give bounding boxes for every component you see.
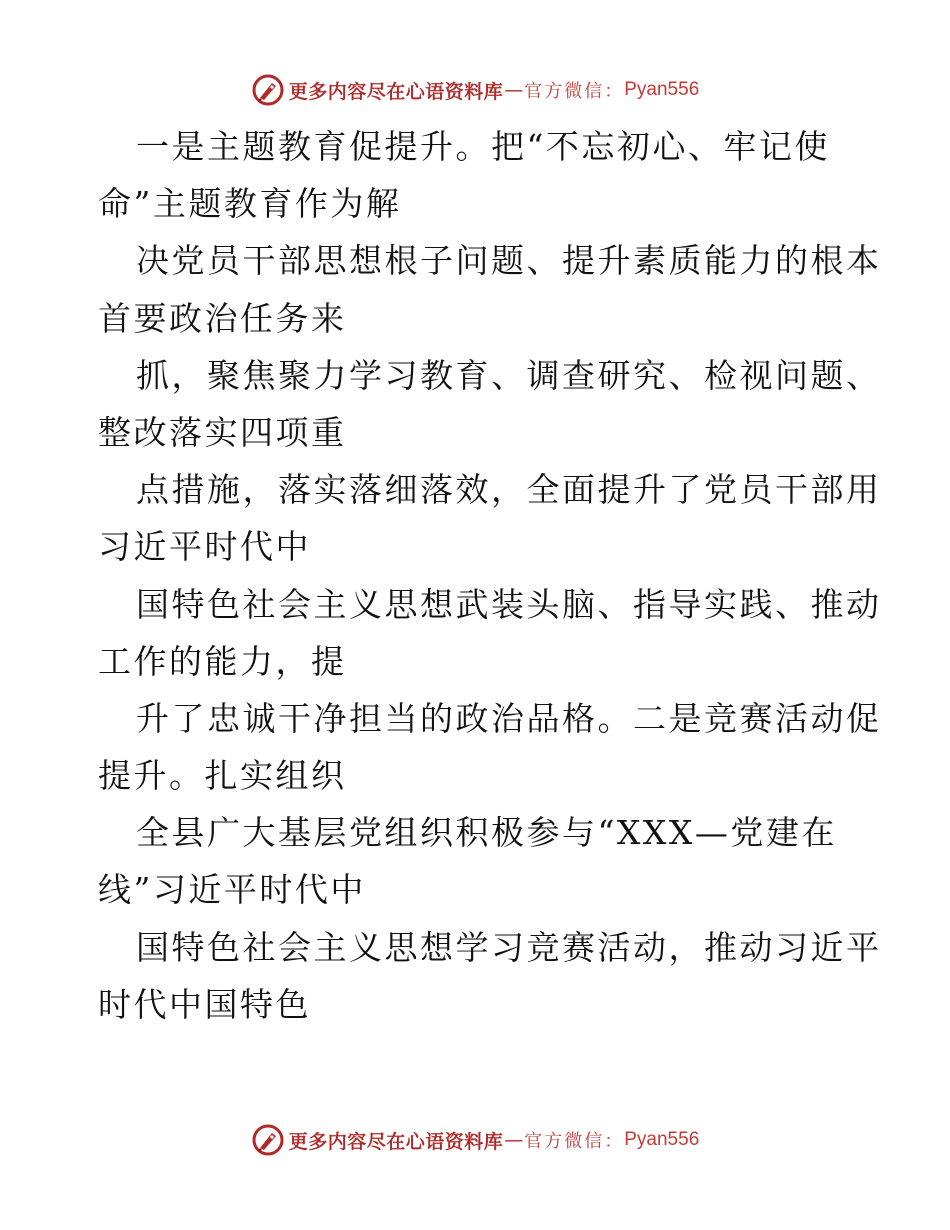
banner-dash: — (504, 1129, 524, 1151)
pen-nib-logo-icon (251, 73, 285, 107)
banner-wechat-id: Pyan556 (624, 1129, 700, 1150)
text-line: 线”习近平时代中 (98, 870, 366, 910)
text-line: 抓，聚焦聚力学习教育、调查研究、检视问题、 (136, 355, 882, 395)
text-line: 全县广大基层党组织积极参与“XXX—党建在 (136, 813, 837, 853)
banner-text: 更多内容尽在心语资料库 (288, 1130, 504, 1153)
banner-text: 更多内容尽在心语资料库 (288, 80, 504, 103)
text-line: 时代中国特色 (98, 984, 311, 1024)
text-line: 一是主题教育促提升。把“不忘初心、牢记使 (136, 127, 830, 166)
banner-wechat-label: 官方微信： (524, 81, 625, 102)
text-line: 整改落实四项重 (98, 412, 347, 452)
pen-nib-logo-icon (251, 1123, 285, 1157)
header-banner (0, 70, 950, 110)
footer-banner (0, 1120, 950, 1160)
document-body (98, 118, 882, 1033)
text-line: 国特色社会主义思想武装头脑、指导实践、推动 (136, 584, 882, 624)
text-line: 习近平时代中 (98, 527, 311, 567)
text-line: 首要政治任务来 (98, 298, 347, 338)
text-line: 点措施，落实落细落效，全面提升了党员干部用 (136, 470, 882, 510)
banner-dash: — (504, 79, 524, 101)
text-line: 升了忠诚干净担当的政治品格。二是竞赛活动促 (136, 698, 882, 738)
banner-wechat-label: 官方微信： (524, 1131, 625, 1152)
text-line: 国特色社会主义思想学习竞赛活动，推动习近平 (136, 927, 882, 967)
text-line: 工作的能力，提 (98, 641, 347, 681)
text-line: 命”主题教育作为解 (98, 184, 402, 224)
banner-wechat-id: Pyan556 (624, 79, 700, 100)
text-line: 决党员干部思想根子问题、提升素质能力的根本 (136, 241, 882, 281)
text-line: 提升。扎实组织 (98, 756, 347, 796)
